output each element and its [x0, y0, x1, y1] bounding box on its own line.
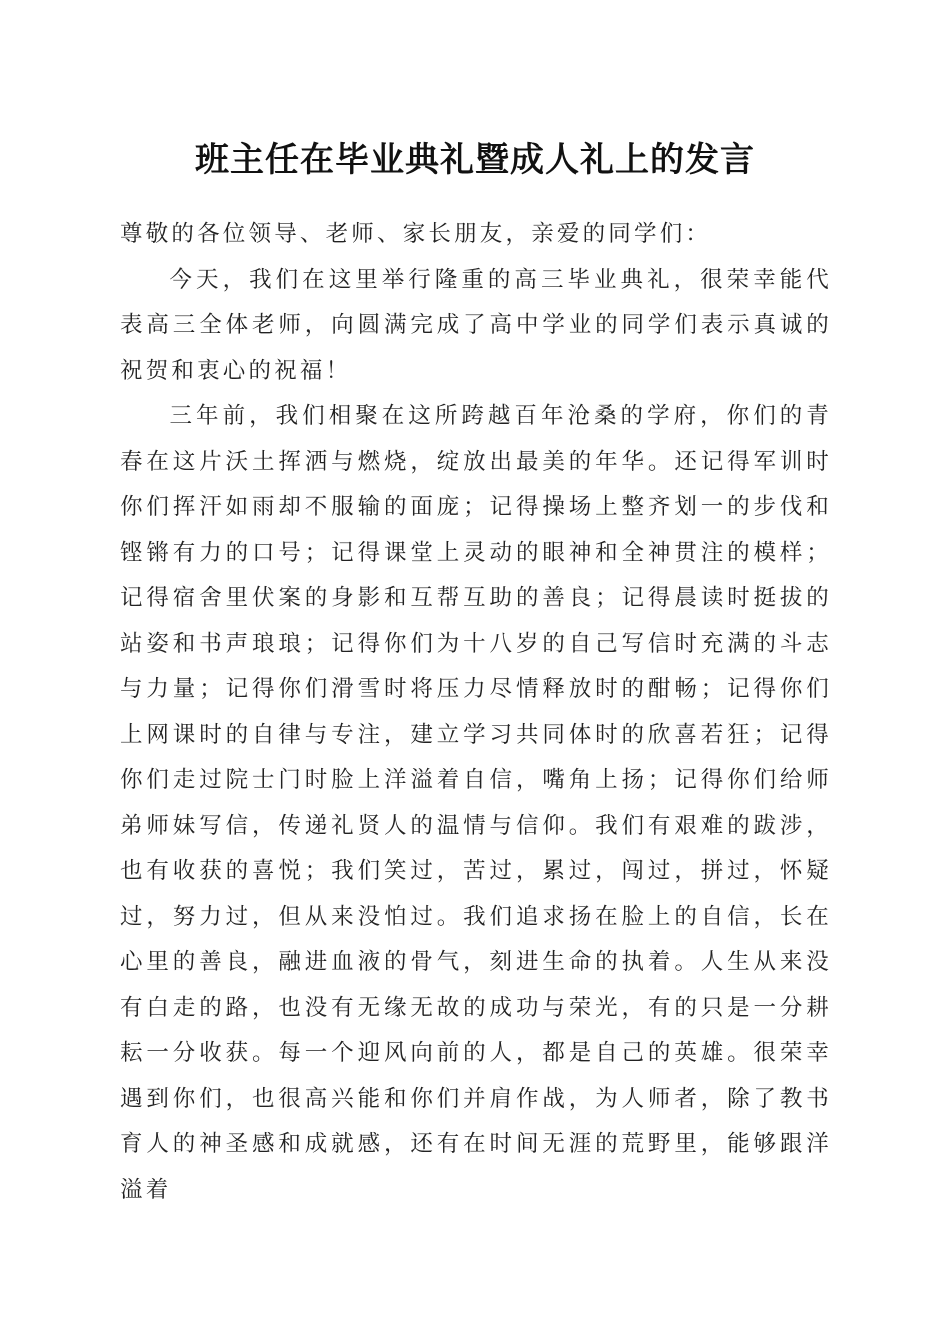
paragraph-1: 今天，我们在这里举行隆重的高三毕业典礼，很荣幸能代表高三全体老师，向圆满完成了高中学业的同学们表示真诚的祝贺和衷心的祝福！: [120, 266, 832, 384]
document-body: [120, 212, 832, 1213]
paragraph-2: 三年前，我们相聚在这所跨越百年沧桑的学府，你们的青春在这片沃土挥洒与燃烧，绽放出最美的年华。还记得军训时你们挥汗如雨却不服输的面庞；记得操场上整齐划一的步伐和铿锵有力的口号；记得课堂上灵动的眼神和全神贯注的模样；记得宿舍里伏案的身影和互帮互助的善良；记得晨读时挺拔的站姿和书声琅琅；记得你们为十八岁的自己写信时充满的斗志与力量；记得你们滑雪时将压力尽情释放时的酣畅；记得你们上网课时的自律与专注，建立学习共同体时的欣喜若狂；记得你们走过院士门时脸上洋溢着自信，嘴角上扬；记得你们给师弟师妹写信，传递礼贤人的温情与信仰。我们有艰难的跋涉，也有收获的喜悦；我们笑过，苦过，累过，闯过，拼过，怀疑过，努力过，但从来没怕过。我们追求扬在脸上的自信，长在心里的善良，融进血液的骨气，刻进生命的执着。人生从来没有白走的路，也没有无缘无故的成功与荣光，有的只是一分耕耘一分收获。每一个迎风向前的人，都是自己的英雄。很荣幸遇到你们，也很高兴能和你们并肩作战，为人师者，除了教书育人的神圣感和成就感，还有在时间无涯的荒野里，能够跟洋溢着: [120, 403, 832, 1203]
document-title: 班主任在毕业典礼暨成人礼上的发言: [195, 140, 755, 180]
salutation: 尊敬的各位领导、老师、家长朋友，亲爱的同学们：: [120, 221, 712, 247]
